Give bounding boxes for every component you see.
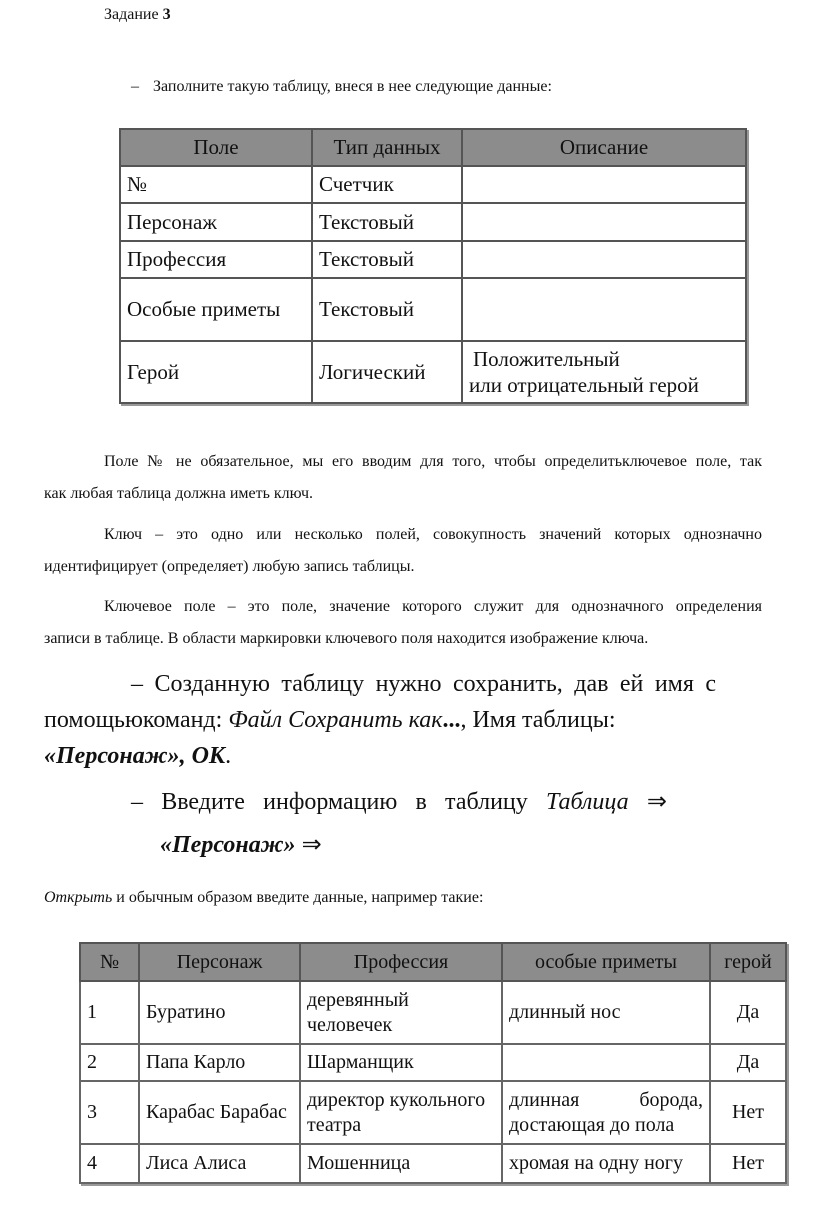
paragraph-line: как любая таблица должна иметь ключ. [44, 485, 314, 502]
arrow-icon: ⇒ [646, 789, 667, 815]
save-step [44, 666, 716, 774]
task-heading [104, 6, 171, 24]
table-header-row [80, 943, 786, 981]
header-cell: особые приметы [502, 943, 710, 981]
table-cell [462, 278, 746, 341]
enter-step-line1 [131, 784, 667, 820]
table-cell: Особые приметы [120, 278, 312, 341]
table-row [80, 1144, 786, 1183]
table-row [120, 341, 746, 403]
table-row [80, 1081, 786, 1144]
table-cell: Буратино [139, 981, 300, 1044]
save-step-text: Созданную таблицу нужно сохранить, дав ей имя с [154, 671, 716, 697]
table-cell [462, 166, 746, 203]
table-cell: 2 [80, 1044, 139, 1081]
table-cell [502, 1044, 710, 1081]
table-name: «Персонаж» [44, 743, 180, 769]
table-cell: Текстовый [312, 241, 462, 278]
data-table [79, 942, 787, 1184]
table-cell: Текстовый [312, 278, 462, 341]
fields-table [119, 128, 747, 404]
paragraph-line: идентифицирует (определяет) любую запись таблицы. [44, 558, 415, 575]
table-cell: длинный нос [502, 981, 710, 1044]
open-text: Открыть [44, 889, 113, 906]
enter-step-line2 [131, 827, 667, 863]
table-cell: Нет [710, 1081, 786, 1144]
period: . [225, 743, 232, 769]
table-row [120, 241, 746, 278]
enter-step-text: Введите информацию в таблицу [161, 789, 528, 815]
table-cell: Папа Карло [139, 1044, 300, 1081]
table-cell [462, 341, 746, 403]
ellipsis: ... [442, 707, 461, 733]
command-text: Файл Сохранить как [228, 707, 443, 733]
table-cell: 1 [80, 981, 139, 1044]
paragraph-line: Ключ – это одно или несколько полей, совокупность значений которых однозначно [104, 526, 762, 543]
header-cell: Поле [120, 129, 312, 166]
table-cell: директор кукольного театра [300, 1081, 502, 1144]
description-line: Положительный [473, 347, 620, 371]
table-cell: Лиса Алиса [139, 1144, 300, 1183]
table-row [120, 203, 746, 241]
table-cell: Герой [120, 341, 312, 403]
description-line: или отрицательный герой [469, 373, 699, 397]
table-cell: Персонаж [120, 203, 312, 241]
table-cell [462, 203, 746, 241]
table-cell: Шарманщик [300, 1044, 502, 1081]
save-step-line1 [44, 666, 716, 702]
paragraph-line: записи в таблице. В области маркировки ключевого поля находится изображение ключа. [44, 630, 649, 647]
table-cell: Логический [312, 341, 462, 403]
menu-text: Таблица [545, 789, 629, 815]
header-cell: Профессия [300, 943, 502, 981]
table-cell: Счетчик [312, 166, 462, 203]
paragraph [44, 519, 762, 583]
table-row [120, 278, 746, 341]
arrow-icon: ⇒ [301, 832, 322, 858]
table-cell: хромая на одну ногу [502, 1144, 710, 1183]
save-step-line3 [44, 738, 716, 774]
dash: – [131, 78, 139, 95]
paragraph-line: Поле № не обязательное, мы его вводим для того, чтобы определитьключевое поле, так [104, 453, 762, 470]
table-row [120, 166, 746, 203]
text: помощьюкоманд: [44, 707, 229, 733]
table-cell: Карабас Барабас [139, 1081, 300, 1144]
enter-step [131, 784, 667, 863]
table-header-row [120, 129, 746, 166]
table-cell: Нет [710, 1144, 786, 1183]
table-cell: длинная борода, достающая до пола [502, 1081, 710, 1144]
paragraph [44, 446, 762, 510]
header-cell: Персонаж [139, 943, 300, 981]
instruction [131, 71, 552, 103]
table-cell: деревянный человечек [300, 981, 502, 1044]
table-cell: Текстовый [312, 203, 462, 241]
task-label: Задание [104, 6, 159, 23]
paragraph [44, 591, 762, 655]
ok-text: , ОК [179, 743, 226, 769]
text: и обычным образом введите данные, например такие: [112, 889, 484, 906]
dash: – [131, 671, 143, 697]
paragraph-line: Ключевое поле – это поле, значение которого служит для однозначного определения [104, 598, 762, 615]
text: , Имя таблицы: [460, 707, 616, 733]
open-line [44, 889, 483, 907]
table-cell: 4 [80, 1144, 139, 1183]
task-number: 3 [162, 6, 171, 23]
header-cell: Описание [462, 129, 746, 166]
table-cell: 3 [80, 1081, 139, 1144]
table-cell: Профессия [120, 241, 312, 278]
instruction-text: Заполните такую таблицу, внеся в нее следующие данные: [153, 78, 552, 95]
table-cell: Да [710, 1044, 786, 1081]
header-cell: Тип данных [312, 129, 462, 166]
dash: – [131, 789, 143, 815]
header-cell: № [80, 943, 139, 981]
save-step-line2 [44, 702, 716, 738]
header-cell: герой [710, 943, 786, 981]
table-cell: № [120, 166, 312, 203]
table-name: «Персонаж» [160, 832, 296, 858]
table-row [80, 981, 786, 1044]
table-row [80, 1044, 786, 1081]
table-cell [462, 241, 746, 278]
table-cell: Да [710, 981, 786, 1044]
table-cell: Мошенница [300, 1144, 502, 1183]
